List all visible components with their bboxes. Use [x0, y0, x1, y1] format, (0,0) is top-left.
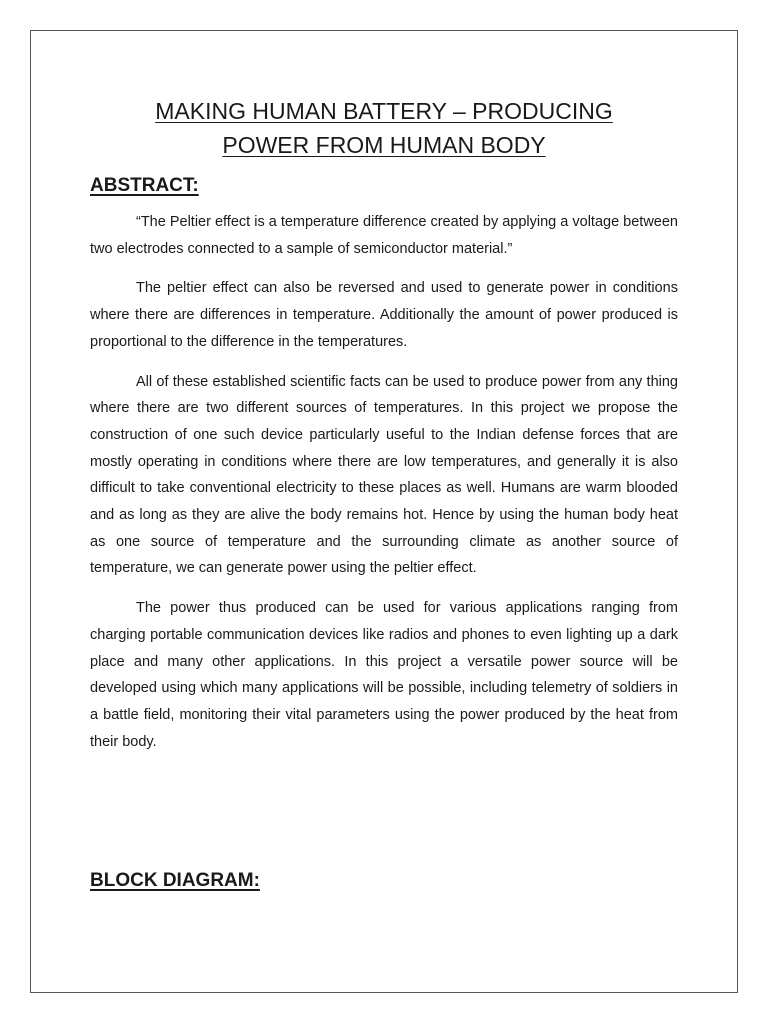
abstract-paragraph-4: The power thus produced can be used for various applications ranging from charging portable communication devices like radios and phones to even lighting up a dark place and many other applications. In this project a versatile power source will be developed using which many applications will be possible, including telemetry of soldiers in a battle field, monitoring their vital parameters using the power produced by the heat from their body.: [90, 600, 678, 750]
abstract-body: [90, 209, 678, 768]
abstract-paragraph-1: “The Peltier effect is a temperature difference created by applying a voltage between two electrodes connected to a sample of semiconductor material.”: [90, 214, 678, 257]
title-line-2: POWER FROM HUMAN BODY: [222, 132, 546, 158]
abstract-paragraph-2: The peltier effect can also be reversed and used to generate power in conditions where there are differences in temperature. Additionally the amount of power produced is proportional to the difference in the temperatures.: [90, 280, 678, 350]
title-line-1: MAKING HUMAN BATTERY – PRODUCING: [155, 98, 613, 124]
block-diagram-heading: BLOCK DIAGRAM:: [90, 870, 260, 891]
abstract-paragraph-3: All of these established scientific facts can be used to produce power from any thing where there are two different sources of temperatures. In this project we propose the construction of one such device particularly useful to the Indian defense forces that are mostly operating in conditions where there are low temperatures, and generally it is also difficult to take conventional electricity to these places as well. Humans are warm blooded and as long as they are alive the body remains hot. Hence by using the human body heat as one source of temperature and the surrounding climate as another source of temperature, we can generate power using the peltier effect.: [90, 373, 678, 577]
document-title: [90, 94, 678, 162]
abstract-heading: ABSTRACT:: [90, 175, 199, 196]
